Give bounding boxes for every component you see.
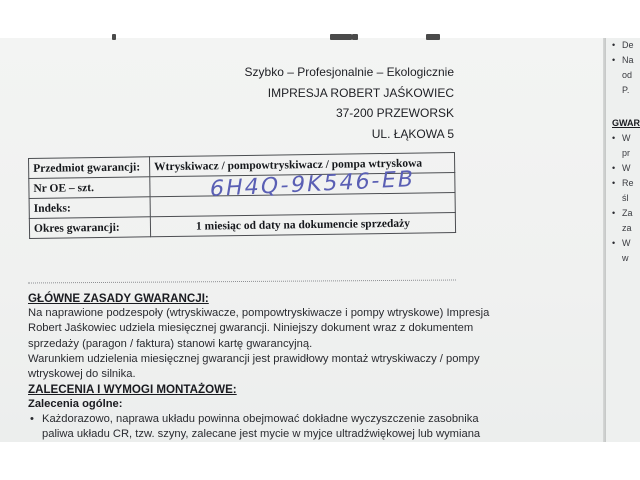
- next-page-bullet: • W: [612, 161, 640, 176]
- next-page-line: P.: [622, 85, 630, 95]
- next-page-line: za: [622, 223, 632, 233]
- next-page-line: pr: [622, 148, 631, 158]
- next-page-bullet: • Re: [612, 176, 640, 191]
- next-page-text: [612, 38, 640, 266]
- row-label-oe: Nr OE – szt.: [29, 177, 150, 199]
- next-page-bullet: • De: [612, 38, 640, 53]
- next-page-bullet: • Za: [612, 206, 640, 221]
- row-value-subject: Wtryskiwacz / pompowtryskiwacz / pompa wtryskowa: [149, 153, 454, 177]
- next-page-line: od: [622, 70, 633, 80]
- row-label-period: Okres gwarancji:: [29, 217, 150, 239]
- dotted-separator: [28, 280, 456, 284]
- company-tagline: Szybko – Profesjonalnie – Ekologicznie: [244, 65, 454, 79]
- row-label-subject: Przedmiot gwarancji:: [29, 157, 150, 179]
- company-header: [245, 62, 454, 144]
- next-page-bullet: • W: [612, 236, 640, 251]
- next-page-bullet: • Na: [612, 53, 640, 68]
- next-page-line: w: [622, 253, 629, 263]
- next-page-line: śl: [622, 193, 629, 203]
- next-page-bullet: • W: [612, 131, 640, 146]
- bullet-icon: •: [30, 413, 34, 425]
- top-cut-marks: [110, 34, 470, 42]
- bottom-border: [0, 442, 640, 480]
- main-rules-line: Robert Jaśkowiec udziela miesięcznej gwarancji. Niniejszy dokument wraz z dokumentem: [28, 322, 474, 335]
- main-rules-line: Warunkiem udzielenia miesięcznej gwarancji jest prawidłowy montaż wtryskiwaczy / pompy: [28, 352, 480, 365]
- company-city: 37-200 PRZEWORSK: [335, 106, 454, 120]
- warranty-page: [0, 38, 604, 442]
- main-rules-line: Na naprawione podzespoły (wtryskiwacze, pompowtryskiwacze i pompy wtryskowe) Impresja: [28, 307, 490, 320]
- warranty-table: [28, 152, 456, 239]
- main-rules-title: GŁÓWNE ZASADY GWARANCJI:: [28, 292, 209, 305]
- list-item: paliwa układu CR, tzw. szyny, zalecane jest mycie w myjce ultradźwiękowej lub wymiana: [42, 428, 481, 440]
- next-page-title: GWAR: [612, 118, 640, 128]
- row-label-index: Indeks:: [29, 197, 150, 219]
- document-photo: [0, 38, 640, 442]
- main-rules-line: wtryskowej do silnika.: [28, 368, 136, 381]
- assembly-title: ZALECENIA I WYMOGI MONTAŻOWE:: [28, 383, 237, 396]
- top-border: [0, 0, 640, 38]
- assembly-section: [28, 382, 237, 412]
- list-item: • Każdorazowo, naprawa układu powinna obejmować dokładne wyczyszczenie zasobnika: [30, 413, 479, 425]
- handwritten-oe-number: 6H4Q-9K546-EB: [207, 167, 417, 203]
- company-street: UL. ŁĄKOWA 5: [371, 126, 454, 141]
- next-page-edge: [606, 38, 640, 442]
- main-rules-line: sprzedaży (paragon / faktura) stanowi kartę gwarancyjną.: [28, 337, 313, 350]
- main-rules-section: [28, 291, 489, 382]
- row-value-period: 1 miesiąc od daty na dokumencie sprzedaży: [150, 213, 455, 237]
- assembly-subtitle: Zalecenia ogólne:: [28, 398, 123, 411]
- company-name: IMPRESJA ROBERT JAŚKOWIEC: [267, 85, 454, 100]
